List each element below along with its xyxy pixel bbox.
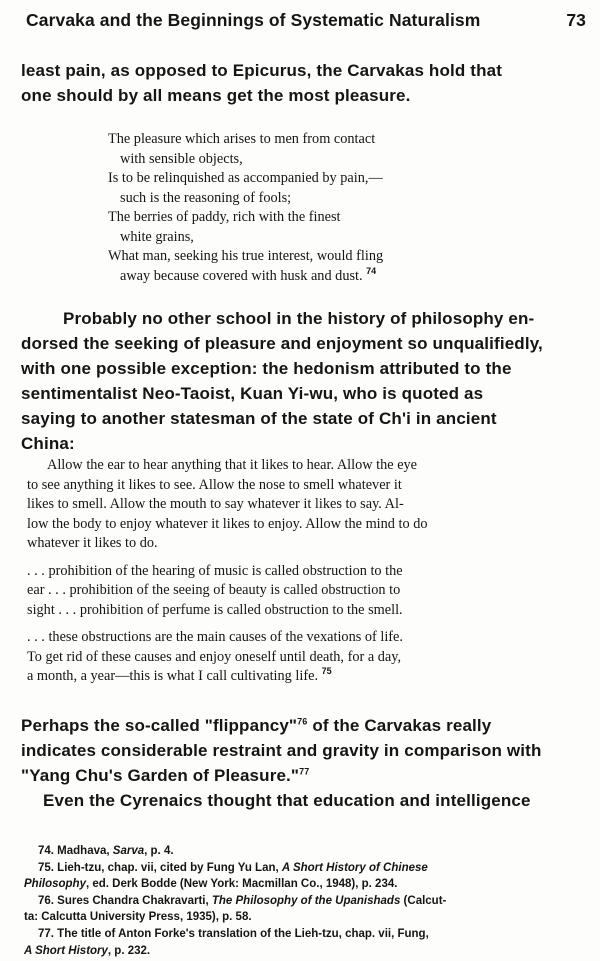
quote-line: . . . prohibition of the hearing of music is called obstruction to the bbox=[27, 562, 403, 579]
footnote-text: , p. 4. bbox=[144, 845, 174, 857]
footnote-ref-77[interactable]: 77 bbox=[299, 766, 310, 777]
quote-line: To get rid of these causes and enjoy oneself until death, for a day, bbox=[27, 648, 402, 665]
footnote-italic: A Short History bbox=[24, 944, 108, 957]
footnote-75 bbox=[24, 860, 594, 877]
text-line bbox=[21, 763, 589, 788]
opening-paragraph bbox=[21, 58, 589, 108]
text-line bbox=[21, 713, 589, 738]
footnote-text: (Calcut- bbox=[400, 894, 447, 907]
footnote-ref-75[interactable]: 75 bbox=[321, 666, 332, 677]
footnote-76-cont: ta: Calcutta University Press, 1935), p. 58. bbox=[24, 911, 252, 924]
verse-line: Is to be relinquished as accompanied by pain,— bbox=[108, 170, 383, 186]
footnote-italic: Sarva bbox=[112, 845, 145, 857]
text-line: Probably no other school in the history of philosophy en- bbox=[63, 309, 535, 328]
quote-line: Allow the ear to hear anything that it likes to hear. Allow the eye bbox=[47, 457, 418, 473]
quote-line: . . . these obstructions are the main causes of the vexations of life. bbox=[27, 629, 403, 645]
text-line: indicates considerable restraint and gravity in comparison with bbox=[21, 741, 542, 760]
verse-line: The pleasure which arises to men from contact bbox=[108, 131, 376, 147]
verse-line: such is the reasoning of fools; bbox=[120, 189, 292, 206]
verse-line bbox=[108, 267, 578, 287]
footnotes bbox=[24, 843, 594, 959]
footnote-italic: Philosophy bbox=[24, 878, 86, 891]
quote-paragraph bbox=[27, 562, 587, 621]
footnote-text: , p. 232. bbox=[107, 944, 151, 957]
quote-line: to see anything it likes to see. Allow the nose to smell whatever it bbox=[27, 476, 402, 493]
verse-line: with sensible objects, bbox=[120, 150, 243, 167]
text-span: of the Carvakas really bbox=[307, 716, 492, 735]
footnote-ref-74[interactable]: 74 bbox=[366, 265, 377, 276]
verse-line: What man, seeking his true interest, would fling bbox=[108, 248, 384, 264]
verse-line: The berries of paddy, rich with the finest bbox=[108, 209, 341, 225]
quote-line bbox=[27, 667, 587, 687]
quote-text: a month, a year—this is what I call cultivating life. bbox=[27, 668, 319, 684]
text-line: least pain, as opposed to Epicurus, the Carvakas hold that bbox=[21, 61, 503, 80]
quote-paragraph bbox=[27, 628, 587, 687]
quote-line: low the body to enjoy whatever it likes to enjoy. Allow the mind to do bbox=[27, 515, 428, 532]
page-number: 73 bbox=[566, 10, 586, 30]
text-span: Perhaps the so-called "flippancy" bbox=[21, 716, 298, 735]
text-line: with one possible exception: the hedonism attributed to the bbox=[21, 359, 512, 378]
quote-paragraph bbox=[27, 456, 587, 554]
running-header bbox=[26, 10, 586, 31]
text-line: Even the Cyrenaics thought that education and intelligence bbox=[43, 791, 531, 810]
text-line: sentimentalist Neo-Taoist, Kuan Yi-wu, who is quoted as bbox=[21, 384, 484, 403]
text-line: China: bbox=[21, 434, 75, 453]
quote-line: sight . . . prohibition of perfume is called obstruction to the smell. bbox=[27, 601, 403, 618]
block-quote-lieh-tzu bbox=[27, 456, 587, 687]
footnote-75-cont bbox=[24, 876, 594, 893]
text-line: saying to another statesman of the state of Ch'i in ancient bbox=[21, 409, 497, 428]
footnote-text: 75. Lieh-tzu, chap. vii, cited by Fung Yu Lan, bbox=[38, 861, 282, 874]
quote-line: likes to smell. Allow the mouth to say whatever it likes to say. Al- bbox=[27, 496, 404, 512]
footnote-text: , ed. Derk Bodde (New York: Macmillan Co., 1948), p. 234. bbox=[85, 878, 398, 891]
verse-quotation bbox=[108, 130, 578, 286]
footnote-74 bbox=[24, 843, 594, 860]
paragraph-probably bbox=[21, 306, 589, 456]
footnote-77: 77. The title of Anton Forke's translation of the Lieh-tzu, chap. vii, Fung, bbox=[38, 927, 429, 940]
running-title: Carvaka and the Beginnings of Systematic Naturalism bbox=[26, 10, 481, 30]
footnote-ref-76[interactable]: 76 bbox=[297, 716, 308, 727]
text-line: one should by all means get the most pleasure. bbox=[21, 86, 411, 105]
verse-text: away because covered with husk and dust. bbox=[120, 267, 363, 284]
footnote-text: 76. Sures Chandra Chakravarti, bbox=[38, 894, 212, 907]
quote-line: ear . . . prohibition of the seeing of beauty is called obstruction to bbox=[27, 582, 401, 598]
footnote-italic: The Philosophy of the Upanishads bbox=[211, 894, 401, 907]
footnote-76 bbox=[24, 893, 594, 910]
verse-line: white grains, bbox=[120, 228, 194, 245]
paragraph-perhaps bbox=[21, 713, 589, 813]
footnote-italic: A Short History of Chinese bbox=[281, 861, 428, 874]
text-line: dorsed the seeking of pleasure and enjoyment so unqualifiedly, bbox=[21, 334, 543, 353]
footnote-text: 74. Madhava, bbox=[38, 845, 113, 857]
quote-line: whatever it likes to do. bbox=[27, 535, 158, 551]
footnote-77-cont bbox=[24, 943, 594, 960]
text-span: "Yang Chu's Garden of Pleasure." bbox=[21, 766, 300, 785]
